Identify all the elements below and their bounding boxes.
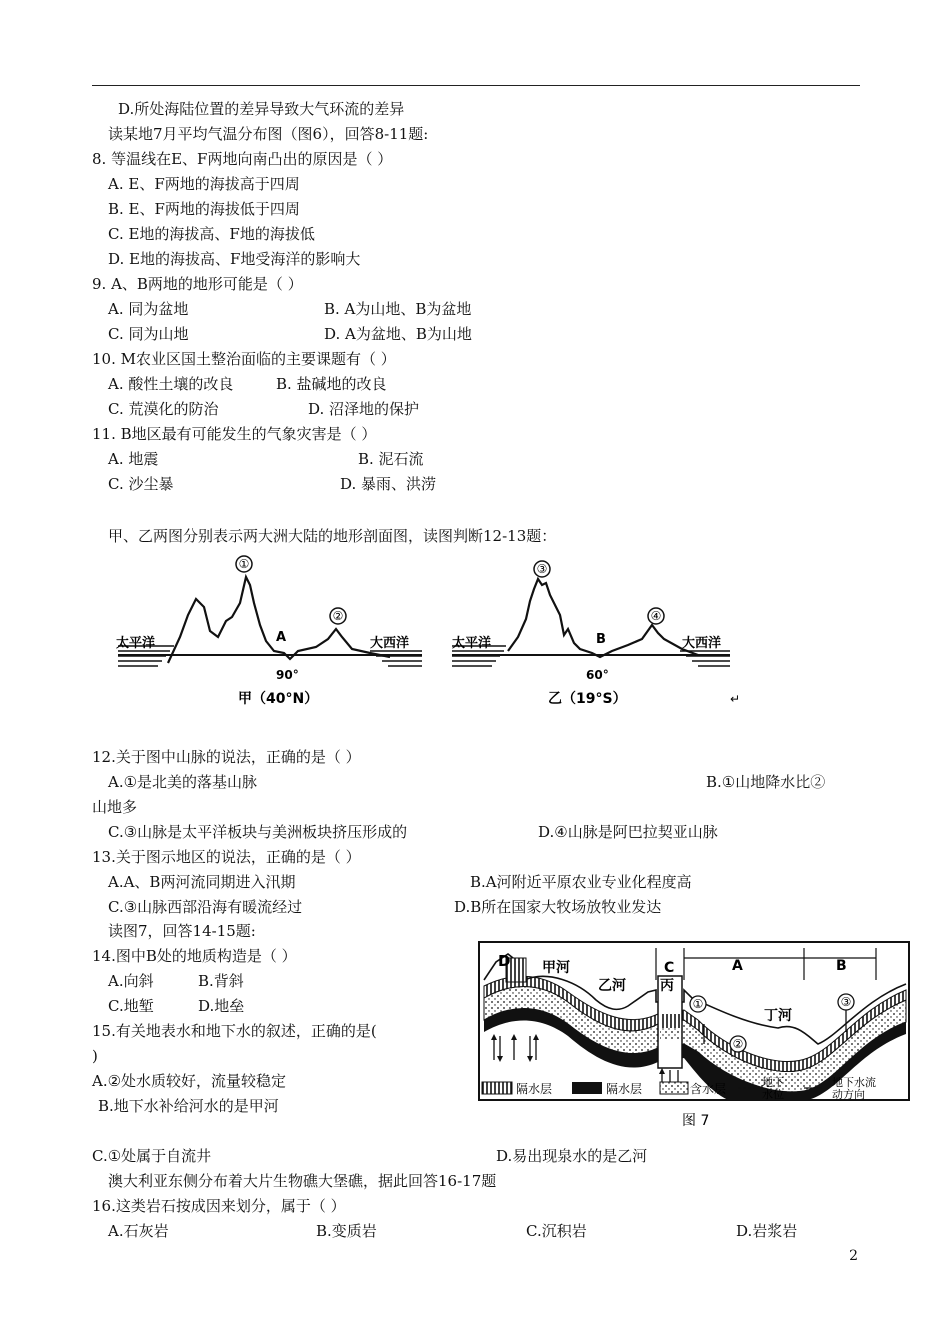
q9-option-d: D. A为盆地、B为山地 (324, 325, 472, 343)
geo-label-2: ② (732, 1037, 744, 1051)
profile-jia-caption: 甲（40°N） (238, 691, 319, 707)
q12-option-b: B.①山地降水比② (706, 773, 826, 791)
geo-label-ding-river: 丁河 (764, 1008, 792, 1024)
profile-yi-caption: 乙（19°S） (548, 691, 627, 707)
q14-stem: 14.图中B处的地质构造是（ ） (92, 947, 297, 965)
atlantic-label-right: 大西洋 (682, 636, 722, 651)
q9-stem: 9. A、B两地的地形可能是（ ） (92, 275, 303, 293)
legend-label-5: 水位 (762, 1088, 784, 1101)
river-a-label: A (276, 630, 287, 645)
mountain-2-label: ② (332, 609, 344, 623)
q14-option-a: A.向斜 (108, 972, 154, 990)
q11-option-a: A. 地震 (108, 450, 159, 468)
q10-stem: 10. M农业区国土整治面临的主要课题有（ ） (92, 350, 396, 368)
q15-stem-cont: ) (92, 1047, 98, 1065)
q10-option-b: B. 盐碱地的改良 (276, 375, 387, 393)
intro-14-15: 读图7，回答14-15题: (108, 922, 256, 940)
longitude-60-label: 60° (586, 668, 609, 682)
q9-option-c: C. 同为山地 (108, 325, 189, 343)
q15-stem: 15.有关地表水和地下水的叙述，正确的是( (92, 1022, 377, 1040)
longitude-90-label: 90° (276, 668, 299, 682)
river-b-label: B (596, 632, 606, 647)
geo-label-1: ① (692, 997, 704, 1011)
intro-8-11: 读某地7月平均气温分布图（图6），回答8-11题: (108, 125, 429, 143)
return-mark: ↵ (730, 692, 741, 706)
profile-right (452, 561, 730, 707)
q7-option-d: D.所处海陆位置的差异导致大气环流的差异 (118, 100, 405, 118)
geo-label-3: ③ (840, 995, 852, 1009)
q16-option-b: B.变质岩 (316, 1222, 377, 1240)
q16-stem: 16.这类岩石按成因来划分，属于（ ） (92, 1197, 346, 1215)
q15-option-d: D.易出现泉水的是乙河 (496, 1147, 648, 1165)
geo-label-a: A (732, 958, 743, 974)
q8-option-c: C. E地的海拔高、F地的海拔低 (108, 225, 315, 243)
q16-option-d: D.岩浆岩 (736, 1222, 798, 1240)
q15-option-a: A.②处水质较好，流量较稳定 (92, 1072, 287, 1090)
geology-figure (478, 940, 912, 1136)
legend-label-2: 隔水层 (606, 1082, 643, 1096)
profile-figure (108, 555, 748, 715)
geo-label-yi-river: 乙河 (598, 978, 626, 994)
q13-option-d: D.B所在国家大牧场放牧业发达 (454, 898, 662, 916)
legend-label-3: 含水层 (690, 1082, 727, 1096)
q8-stem: 8. 等温线在E、F两地向南凸出的原因是（ ） (92, 150, 393, 168)
q11-stem: 11. B地区最有可能发生的气象灾害是（ ） (92, 425, 377, 443)
q8-option-a: A. E、F两地的海拔高于四周 (108, 175, 300, 193)
q13-option-c: C.③山脉西部沿海有暖流经过 (108, 898, 303, 916)
q8-option-d: D. E地的海拔高、F地受海洋的影响大 (108, 250, 361, 268)
q13-stem: 13.关于图示地区的说法，正确的是（ ） (92, 848, 361, 866)
q11-option-d: D. 暴雨、洪涝 (340, 475, 437, 493)
geo-label-bing: 丙 (660, 978, 674, 994)
legend-label-6: 地下水流 (832, 1076, 876, 1089)
q12-option-a: A.①是北美的落基山脉 (108, 773, 258, 791)
mountain-1-label: ① (238, 557, 250, 571)
legend-label-4: 地下 (762, 1076, 784, 1089)
q15-option-c: C.①处属于自流井 (92, 1147, 212, 1165)
q13-option-a: A.A、B两河流同期进入汛期 (108, 873, 296, 891)
q11-option-c: C. 沙尘暴 (108, 475, 174, 493)
geo-label-d: D (498, 952, 511, 970)
q10-option-a: A. 酸性土壤的改良 (108, 375, 234, 393)
figure-7-caption: 图 7 (682, 1113, 710, 1129)
pacific-label-right: 太平洋 (452, 636, 492, 651)
q12-stem: 12.关于图中山脉的说法，正确的是（ ） (92, 748, 361, 766)
geo-label-c: C (664, 960, 675, 976)
legend-label-1: 隔水层 (516, 1082, 553, 1096)
q16-option-c: C.沉积岩 (526, 1222, 587, 1240)
q9-option-a: A. 同为盆地 (108, 300, 189, 318)
q12-option-b-cont: 山地多 (92, 798, 138, 816)
q14-option-c: C.地堑 (108, 997, 154, 1015)
geo-label-jia-river: 甲河 (542, 960, 570, 976)
q14-option-d: D.地垒 (198, 997, 245, 1015)
page-number: 2 (849, 1248, 858, 1264)
atlantic-label-left: 大西洋 (370, 636, 410, 651)
header-rule (92, 85, 860, 86)
geo-label-b: B (836, 958, 847, 974)
profile-left (116, 556, 422, 707)
q10-option-d: D. 沼泽地的保护 (308, 400, 420, 418)
legend-label-7: 动方向 (832, 1088, 865, 1101)
q13-option-b: B.A河附近平原农业专业化程度高 (470, 873, 692, 891)
q12-option-c: C.③山脉是太平洋板块与美洲板块挤压形成的 (108, 823, 408, 841)
q11-option-b: B. 泥石流 (358, 450, 424, 468)
intro-12-13: 甲、乙两图分别表示两大洲大陆的地形剖面图，读图判断12-13题： (108, 527, 557, 545)
pacific-label-left: 太平洋 (116, 636, 156, 651)
q10-option-c: C. 荒漠化的防治 (108, 400, 219, 418)
mountain-4-label: ④ (650, 609, 662, 623)
q14-option-b: B.背斜 (198, 972, 244, 990)
q8-option-b: B. E、F两地的海拔低于四周 (108, 200, 300, 218)
mountain-3-label: ③ (536, 562, 548, 576)
q16-option-a: A.石灰岩 (108, 1222, 169, 1240)
q9-option-b: B. A为山地、B为盆地 (324, 300, 472, 318)
q12-option-d: D.④山脉是阿巴拉契亚山脉 (538, 823, 718, 841)
intro-16-17: 澳大利亚东侧分布着大片生物礁大堡礁，据此回答16-17题 (108, 1172, 497, 1190)
q15-option-b: B.地下水补给河水的是甲河 (98, 1097, 279, 1115)
